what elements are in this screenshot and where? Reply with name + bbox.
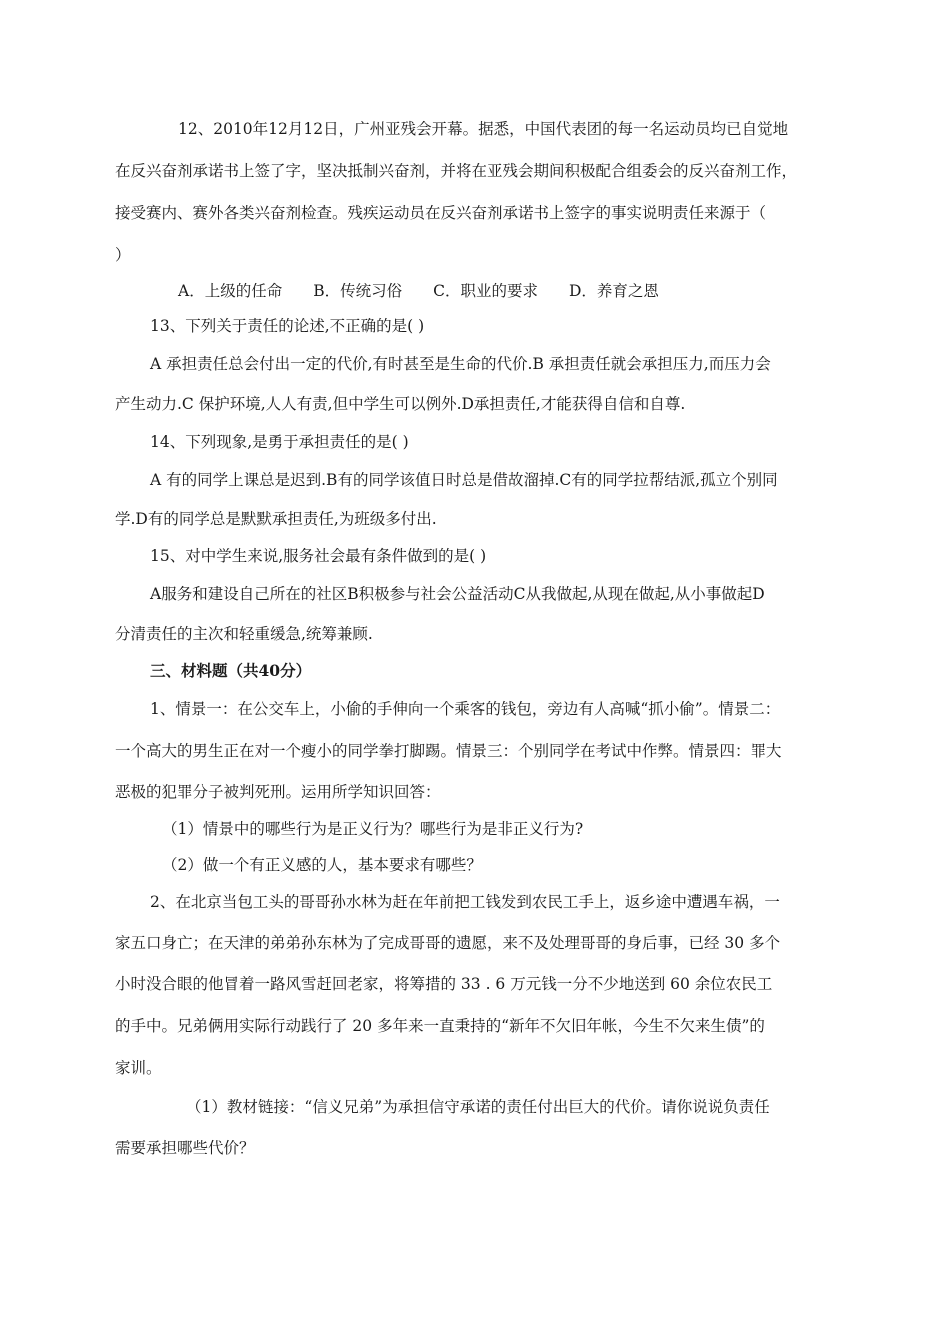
q13-line-1: A 承担责任总会付出一定的代价,有时甚至是生命的代价.B 承担责任就会承担压力,而压力会 bbox=[150, 355, 771, 373]
q12-line-2: 在反兴奋剂承诺书上签了字，坚决抵制兴奋剂，并将在亚残会期间积极配合组委会的反兴奋剂工作， bbox=[115, 162, 798, 180]
material-1-question-2: （2）做一个有正义感的人，基本要求有哪些？ bbox=[162, 856, 482, 874]
q15-line-1: A服务和建设自己所在的社区B积极参与社会公益活动C从我做起,从现在做起,从小事做起D bbox=[150, 585, 765, 603]
material-2-line-4: 的手中。兄弟俩用实际行动践行了 20 多年来一直秉持的“新年不欠旧年帐，今生不欠来生债”的 bbox=[115, 1017, 765, 1035]
material-2-line-3: 小时没合眼的他冒着一路风雪赶回老家，将筹措的 33 . 6 万元钱一分不少地送到 60 余位农民工 bbox=[115, 975, 773, 993]
q14-stem: 14、下列现象,是勇于承担责任的是( ) bbox=[150, 433, 409, 451]
q12-line-1: 12、2010年12月12日，广州亚残会开幕。据悉，中国代表团的每一名运动员均已自觉地 bbox=[178, 120, 789, 138]
q12-line-4: ） bbox=[115, 246, 131, 264]
material-1-line-1: 1、情景一：在公交车上，小偷的手伸向一个乘客的钱包，旁边有人高喊“抓小偷”。情景二： bbox=[150, 700, 781, 718]
q13-line-2: 产生动力.C 保护环境,人人有责,但中学生可以例外.D承担责任,才能获得自信和自尊. bbox=[115, 395, 686, 413]
material-2-line-2: 家五口身亡；在天津的弟弟孙东林为了完成哥哥的遗愿，来不及处理哥哥的身后事，已经 30 多个 bbox=[115, 934, 781, 952]
q14-line-2: 学.D有的同学总是默默承担责任,为班级多付出. bbox=[115, 510, 437, 528]
material-1-line-2: 一个高大的男生正在对一个瘦小的同学拳打脚踢。情景三：个别同学在考试中作弊。情景四：罪大 bbox=[115, 742, 782, 760]
material-2-question-1-line-2: 需要承担哪些代价？ bbox=[115, 1139, 255, 1157]
q15-line-2: 分清责任的主次和轻重缓急,统筹兼顾. bbox=[115, 625, 373, 643]
material-1-line-3: 恶极的犯罪分子被判死刑。运用所学知识回答： bbox=[115, 783, 441, 801]
material-1-question-1: （1）情景中的哪些行为是正义行为？哪些行为是非正义行为? bbox=[162, 820, 584, 838]
q15-stem: 15、对中学生来说,服务社会最有条件做到的是( ) bbox=[150, 547, 487, 565]
q12-options: A．上级的任命 B．传统习俗 C．职业的要求 D．养育之恩 bbox=[178, 282, 659, 300]
q12-line-3: 接受赛内、赛外各类兴奋剂检查。残疾运动员在反兴奋剂承诺书上签字的事实说明责任来源于（ bbox=[115, 204, 767, 222]
material-2-line-5: 家训。 bbox=[115, 1059, 162, 1077]
material-2-line-1: 2、在北京当包工头的哥哥孙水林为赶在年前把工钱发到农民工手上，返乡途中遭遇车祸，一 bbox=[150, 893, 780, 911]
material-2-question-1-line-1: （1）教材链接：“信义兄弟”为承担信守承诺的责任付出巨大的代价。请你说说负责任 bbox=[186, 1098, 770, 1116]
q13-stem: 13、下列关于责任的论述,不正确的是( ) bbox=[150, 317, 425, 335]
section-3-title: 三、材料题（共40分） bbox=[150, 661, 312, 680]
q14-line-1: A 有的同学上课总是迟到.B有的同学该值日时总是借故溜掉.C有的同学拉帮结派,孤立个别同 bbox=[150, 471, 778, 489]
